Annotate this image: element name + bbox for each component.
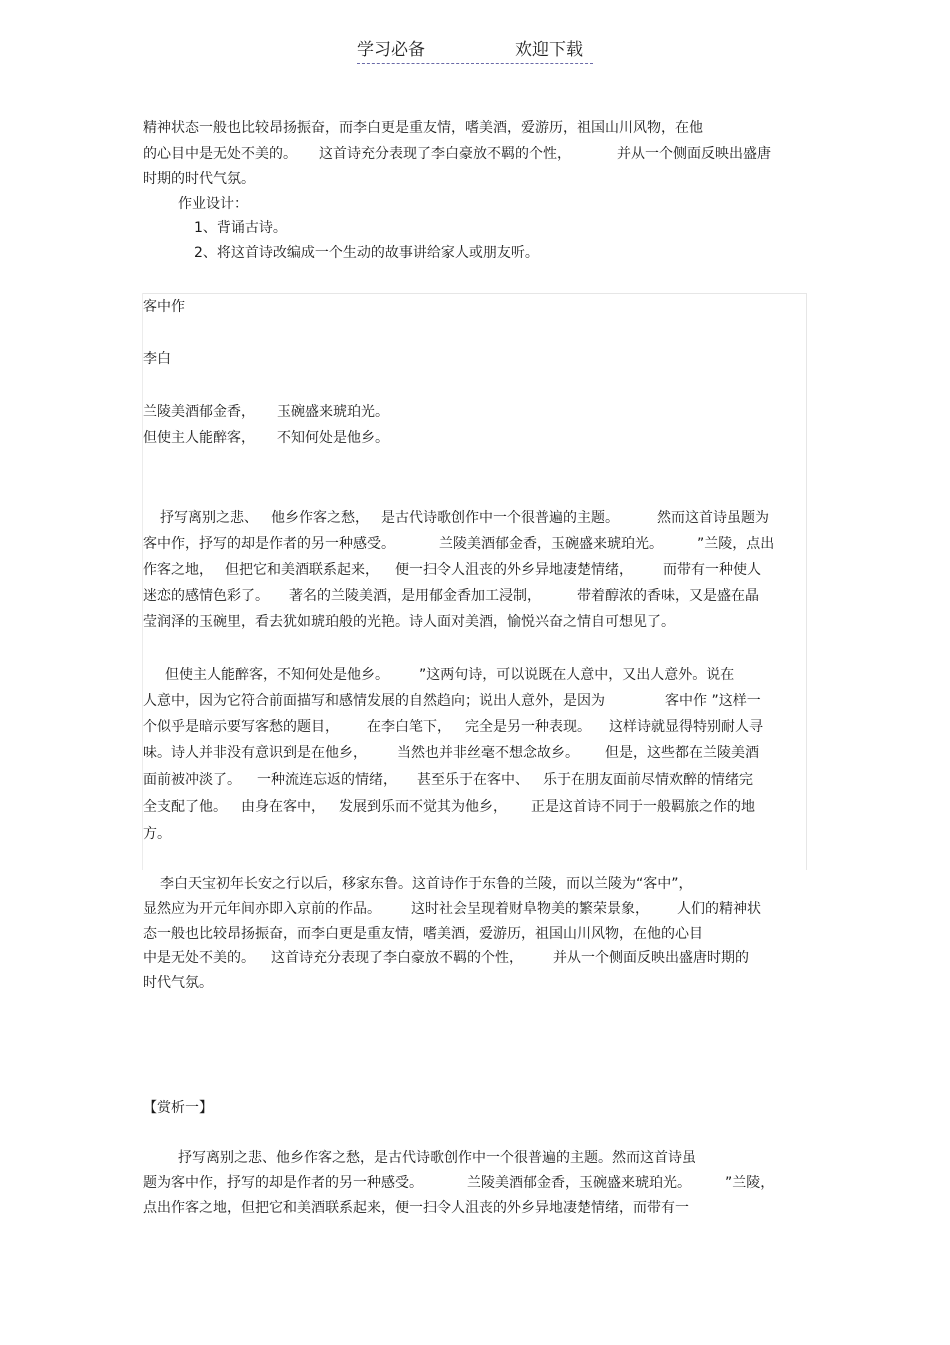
background-line bbox=[143, 902, 761, 916]
intro-segment: 并从一个侧面反映出盛唐 bbox=[617, 146, 771, 162]
analysis-line: 方。 bbox=[143, 826, 171, 842]
analysis-segment: 这样诗就显得特别耐人寻 bbox=[609, 719, 763, 735]
background-segment: 并从一个侧面反映出盛唐时期的 bbox=[553, 950, 749, 966]
analysis-segment: 但把它和美酒联系起来， bbox=[225, 562, 379, 578]
poem-verse: 兰陵美酒郁金香， bbox=[143, 404, 255, 420]
homework-item: 2、将这首诗改编成一个生动的故事讲给家人或朋友听。 bbox=[194, 245, 539, 261]
header-right-text: 欢迎下载 bbox=[515, 40, 583, 60]
box-border-right bbox=[806, 293, 807, 870]
appreciation-line: 点出作客之地，但把它和美酒联系起来，便一扫令人沮丧的外乡异地凄楚情绪，而带有一 bbox=[143, 1200, 689, 1216]
background-segment: 显然应为开元年间亦即入京前的作品。 bbox=[143, 901, 381, 917]
analysis-segment: ”兰陵，点出 bbox=[697, 536, 775, 552]
analysis-segment: 由身在客中， bbox=[241, 799, 325, 815]
analysis-segment: 他乡作客之愁， bbox=[271, 510, 369, 526]
homework-item: 1、背诵古诗。 bbox=[194, 220, 287, 236]
analysis-segment: 著名的兰陵美酒，是用郁金香加工浸制， bbox=[289, 588, 541, 604]
homework-title: 作业设计： bbox=[178, 196, 248, 212]
analysis-line: 莹润泽的玉碗里，看去犹如琥珀般的光艳。诗人面对美酒，愉悦兴奋之情自可想见了。 bbox=[143, 614, 675, 630]
analysis-line bbox=[165, 668, 734, 682]
poem-title: 客中作 bbox=[143, 299, 185, 315]
analysis-segment: 便一扫令人沮丧的外乡异地凄楚情绪， bbox=[395, 562, 633, 578]
analysis-segment: 全支配了他。 bbox=[143, 799, 227, 815]
page-header bbox=[357, 42, 583, 59]
poem-verse: 玉碗盛来琥珀光。 bbox=[277, 404, 389, 420]
appreciation-line: 抒写离别之悲、他乡作客之愁，是古代诗歌创作中一个很普遍的主题。然而这首诗虽 bbox=[178, 1150, 696, 1166]
header-left-text: 学习必备 bbox=[357, 40, 425, 60]
analysis-line bbox=[143, 773, 753, 787]
analysis-segment: 发展到乐而不觉其为他乡， bbox=[339, 799, 507, 815]
analysis-segment: 乐于在朋友面前尽情欢醉的情绪完 bbox=[543, 772, 753, 788]
intro-segment: 这首诗充分表现了李白豪放不羁的个性， bbox=[319, 146, 571, 162]
analysis-segment: 但使主人能醉客，不知何处是他乡。 bbox=[165, 667, 389, 683]
analysis-segment: 迷恋的感情色彩了。 bbox=[143, 588, 269, 604]
analysis-segment: 作客之地， bbox=[143, 562, 213, 578]
analysis-segment: 正是这首诗不同于一般羁旅之作的地 bbox=[531, 799, 755, 815]
analysis-segment: 个似乎是暗示要写客愁的题目， bbox=[143, 719, 339, 735]
appreciation-segment: ”兰陵， bbox=[725, 1175, 775, 1191]
poem-line bbox=[143, 431, 389, 445]
poem-author: 李白 bbox=[143, 351, 171, 367]
analysis-segment: 然而这首诗虽题为 bbox=[657, 510, 769, 526]
appreciation-segment: 题为客中作，抒写的却是作者的另一种感受。 bbox=[143, 1175, 423, 1191]
analysis-segment: 味。诗人并非没有意识到是在他乡， bbox=[143, 745, 367, 761]
analysis-line bbox=[143, 537, 774, 551]
background-line bbox=[143, 951, 749, 965]
analysis-line bbox=[143, 746, 759, 760]
poem-line bbox=[143, 405, 389, 419]
analysis-line bbox=[160, 511, 769, 525]
analysis-segment: 客中作，抒写的却是作者的另一种感受。 bbox=[143, 536, 395, 552]
analysis-line bbox=[143, 563, 761, 577]
background-line: 时代气氛。 bbox=[143, 975, 213, 991]
analysis-segment: ”这两句诗，可以说既在人意中，又出人意外。说在 bbox=[419, 667, 735, 683]
appreciation-segment: 兰陵美酒郁金香，玉碗盛来琥珀光。 bbox=[467, 1175, 691, 1191]
analysis-segment: 在李白笔下， bbox=[367, 719, 451, 735]
background-segment: 人们的精神状 bbox=[677, 901, 761, 917]
background-line: 李白天宝初年长安之行以后，移家东鲁。这首诗作于东鲁的兰陵，而以兰陵为“客中”， bbox=[160, 876, 693, 892]
appreciation-heading: 【赏析一】 bbox=[143, 1100, 213, 1116]
analysis-segment: 兰陵美酒郁金香，玉碗盛来琥珀光。 bbox=[439, 536, 663, 552]
poem-verse: 但使主人能醉客， bbox=[143, 430, 255, 446]
analysis-segment: 带着醇浓的香味，又是盛在晶 bbox=[577, 588, 759, 604]
header-divider bbox=[357, 63, 593, 64]
background-line: 态一般也比较昂扬振奋，而李白更是重友情，嗜美酒，爱游历，祖国山川风物，在他的心目 bbox=[143, 926, 703, 942]
analysis-segment: 抒写离别之悲、 bbox=[160, 510, 258, 526]
intro-line: 精神状态一般也比较昂扬振奋，而李白更是重友情，嗜美酒，爱游历，祖国山川风物，在他 bbox=[143, 120, 703, 136]
poem-verse: 不知何处是他乡。 bbox=[277, 430, 389, 446]
background-segment: 这首诗充分表现了李白豪放不羁的个性， bbox=[271, 950, 523, 966]
analysis-segment: 人意中，因为它符合前面描写和感情发展的自然趋向；说出人意外，是因为 bbox=[143, 693, 605, 709]
analysis-segment: 当然也并非丝毫不想念故乡。 bbox=[397, 745, 579, 761]
analysis-segment: 而带有一种使人 bbox=[663, 562, 761, 578]
analysis-segment: 是古代诗歌创作中一个很普遍的主题。 bbox=[381, 510, 619, 526]
analysis-line bbox=[143, 694, 761, 708]
intro-segment: 的心目中是无处不美的。 bbox=[143, 146, 297, 162]
analysis-line bbox=[143, 589, 759, 603]
intro-line: 时期的时代气氛。 bbox=[143, 171, 255, 187]
analysis-segment: 客中作 ”这样一 bbox=[665, 693, 761, 709]
background-segment: 中是无处不美的。 bbox=[143, 950, 255, 966]
analysis-segment: 甚至乐于在客中、 bbox=[417, 772, 529, 788]
analysis-segment: 一种流连忘返的情绪， bbox=[257, 772, 397, 788]
analysis-segment: 完全是另一种表现。 bbox=[465, 719, 591, 735]
intro-line bbox=[143, 147, 771, 161]
appreciation-line bbox=[143, 1176, 774, 1190]
background-segment: 这时社会呈现着财阜物美的繁荣景象， bbox=[411, 901, 649, 917]
box-border-top bbox=[142, 293, 807, 294]
analysis-segment: 但是，这些都在兰陵美酒 bbox=[605, 745, 759, 761]
analysis-line bbox=[143, 720, 763, 734]
analysis-segment: 面前被冲淡了。 bbox=[143, 772, 241, 788]
analysis-line bbox=[143, 800, 755, 814]
